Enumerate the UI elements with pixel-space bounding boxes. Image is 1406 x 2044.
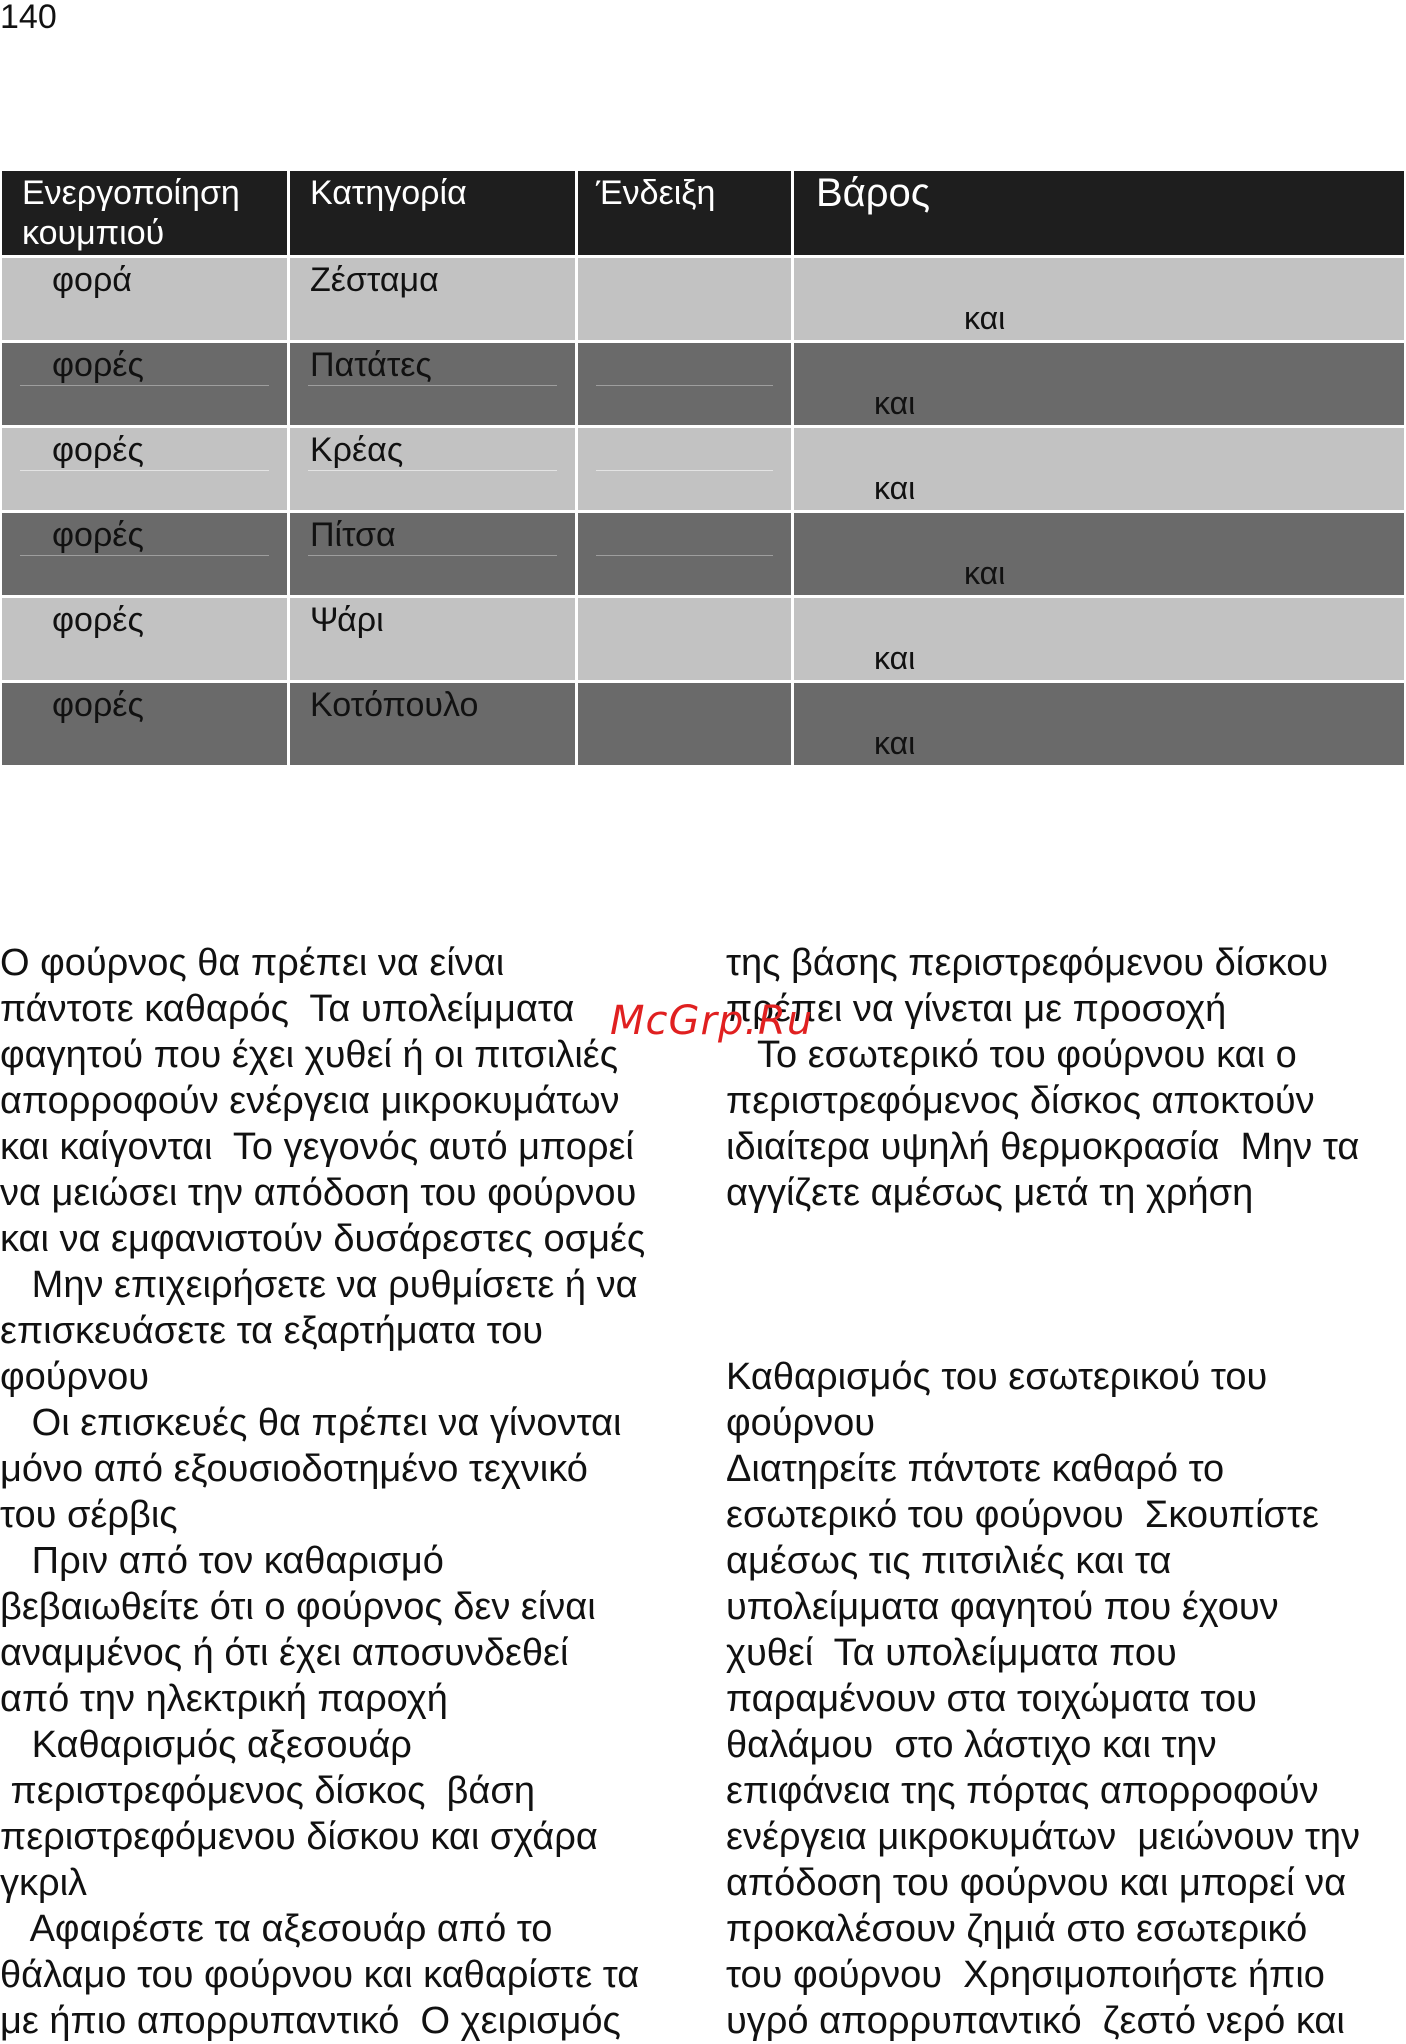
- divider: [596, 385, 773, 386]
- text-line: απόδοση του φούρνου και μπορεί να: [726, 1862, 1347, 1904]
- text-line: Μην επιχειρήσετε να ρυθμίσετε ή να: [0, 1264, 638, 1306]
- text-line: φούρνου: [0, 1356, 150, 1398]
- text-line: εσωτερικό του φούρνου Σκουπίστε: [726, 1494, 1319, 1536]
- text-line: Αφαιρέστε τα αξεσουάρ από το: [0, 1908, 553, 1950]
- text-line: Ο φούρνος θα πρέπει να είναι: [0, 942, 505, 984]
- text-line: αμέσως τις πιτσιλιές και τα: [726, 1540, 1172, 1582]
- cell-category: Πίτσα: [290, 513, 578, 595]
- text-line: γκριλ: [0, 1862, 88, 1904]
- divider: [308, 385, 557, 386]
- table-row: [2, 425, 1404, 510]
- text-line: [726, 1216, 1406, 1262]
- cell-indication: [578, 428, 794, 510]
- cell-activation: φορές: [2, 428, 290, 510]
- table-row: [2, 255, 1404, 340]
- header-indication: Ένδειξη: [578, 171, 794, 255]
- weight-text: και: [874, 640, 916, 676]
- cell-weight: [794, 258, 1404, 340]
- weight-text: και: [874, 385, 916, 421]
- cell-indication: [578, 513, 794, 595]
- header-activation: Ενεργοποίηση κουμπιού: [2, 171, 290, 255]
- cell-category: Ζέσταμα: [290, 258, 578, 340]
- cell-indication: [578, 683, 794, 765]
- text-line: Πριν από τον καθαρισμό: [0, 1540, 444, 1582]
- text-line: μόνο από εξουσιοδοτημένο τεχνικό: [0, 1448, 588, 1490]
- divider: [308, 470, 557, 471]
- cell-category: Κρέας: [290, 428, 578, 510]
- cell-weight: [794, 513, 1404, 595]
- text-line: υπολείμματα φαγητού που έχουν: [726, 1586, 1279, 1628]
- text-line: της βάσης περιστρεφόμενου δίσκου: [726, 942, 1329, 984]
- text-line: αναμμένος ή ότι έχει αποσυνδεθεί: [0, 1632, 569, 1674]
- divider: [596, 555, 773, 556]
- cell-category: Κοτόπουλο: [290, 683, 578, 765]
- text-line: θάλαμο του φούρνου και καθαρίστε τα: [0, 1954, 640, 1996]
- cell-indication: [578, 258, 794, 340]
- text-line: να μειώσει την απόδοση του φούρνου: [0, 1172, 637, 1214]
- table-row: [2, 510, 1404, 595]
- text-line: [726, 1262, 1406, 1308]
- text-line: επιφάνεια της πόρτας απορροφούν: [726, 1770, 1319, 1812]
- text-line: απορροφούν ενέργεια μικροκυμάτων: [0, 1080, 620, 1122]
- table-row: [2, 680, 1404, 765]
- divider: [596, 470, 773, 471]
- divider: [308, 555, 557, 556]
- text-line: φαγητού που έχει χυθεί ή οι πιτσιλιές: [0, 1034, 619, 1076]
- header-category: Κατηγορία: [290, 171, 578, 255]
- program-table: [2, 171, 1404, 765]
- cell-activation: φορά: [2, 258, 290, 340]
- text-line: Το εσωτερικό του φούρνου και ο: [726, 1034, 1297, 1076]
- weight-text: και: [964, 300, 1006, 336]
- weight-text: και: [874, 470, 916, 506]
- divider: [20, 385, 269, 386]
- text-line: περιστρεφόμενος δίσκος αποκτούν: [726, 1080, 1315, 1122]
- weight-text: και: [964, 555, 1006, 591]
- text-line: επισκευάσετε τα εξαρτήματα του: [0, 1310, 544, 1352]
- text-line: χυθεί Τα υπολείμματα που: [726, 1632, 1177, 1674]
- text-line: θαλάμου στο λάστιχο και την: [726, 1724, 1217, 1766]
- text-line: του φούρνου Χρησιμοποιήστε ήπιο: [726, 1954, 1325, 1996]
- text-line: με ήπιο απορρυπαντικό Ο χειρισμός: [0, 2000, 621, 2042]
- cell-category: Πατάτες: [290, 343, 578, 425]
- text-line: Οι επισκευές θα πρέπει να γίνονται: [0, 1402, 622, 1444]
- text-line: Καθαρισμός του εσωτερικού του: [726, 1356, 1268, 1398]
- text-line: ενέργεια μικροκυμάτων μειώνουν την: [726, 1816, 1360, 1858]
- right-text-column: [726, 940, 1406, 2044]
- text-line: φούρνου: [726, 1402, 876, 1444]
- cell-indication: [578, 598, 794, 680]
- text-line: [726, 1308, 1406, 1354]
- cell-weight: [794, 428, 1404, 510]
- cell-activation: φορές: [2, 513, 290, 595]
- text-line: υγρό απορρυπαντικό ζεστό νερό και: [726, 2000, 1345, 2042]
- cell-weight: [794, 343, 1404, 425]
- cell-activation: φορές: [2, 598, 290, 680]
- cell-activation: φορές: [2, 683, 290, 765]
- table-row: [2, 340, 1404, 425]
- table-row: [2, 595, 1404, 680]
- text-line: ιδιαίτερα υψηλή θερμοκρασία Μην τα: [726, 1126, 1360, 1168]
- text-line: Καθαρισμός αξεσουάρ: [0, 1724, 412, 1766]
- cell-weight: [794, 598, 1404, 680]
- divider: [20, 470, 269, 471]
- text-line: αγγίζετε αμέσως μετά τη χρήση: [726, 1172, 1254, 1214]
- text-line: περιστρεφόμενου δίσκου και σχάρα: [0, 1816, 598, 1858]
- watermark: McGrp.Ru: [610, 998, 814, 1044]
- table-header-row: [2, 171, 1404, 255]
- text-line: και να εμφανιστούν δυσάρεστες οσμές: [0, 1218, 646, 1260]
- header-weight: Βάρος: [816, 171, 931, 215]
- text-line: πρέπει να γίνεται με προσοχή: [726, 988, 1227, 1030]
- cell-indication: [578, 343, 794, 425]
- divider: [20, 555, 269, 556]
- text-line: του σέρβις: [0, 1494, 178, 1536]
- left-text-column: [0, 940, 690, 2044]
- text-line: παραμένουν στα τοιχώματα του: [726, 1678, 1257, 1720]
- text-line: περιστρεφόμενος δίσκος βάση: [0, 1770, 535, 1812]
- page-number: 140: [0, 0, 57, 36]
- text-line: βεβαιωθείτε ότι ο φούρνος δεν είναι: [0, 1586, 596, 1628]
- cell-category: Ψάρι: [290, 598, 578, 680]
- cell-activation: φορές: [2, 343, 290, 425]
- weight-text: και: [874, 725, 916, 761]
- text-line: προκαλέσουν ζημιά στο εσωτερικό: [726, 1908, 1308, 1950]
- text-line: Διατηρείτε πάντοτε καθαρό το: [726, 1448, 1225, 1490]
- text-line: πάντοτε καθαρός Τα υπολείμματα: [0, 988, 575, 1030]
- text-line: και καίγονται Το γεγονός αυτό μπορεί: [0, 1126, 634, 1168]
- cell-weight: [794, 683, 1404, 765]
- text-line: από την ηλεκτρική παροχή: [0, 1678, 448, 1720]
